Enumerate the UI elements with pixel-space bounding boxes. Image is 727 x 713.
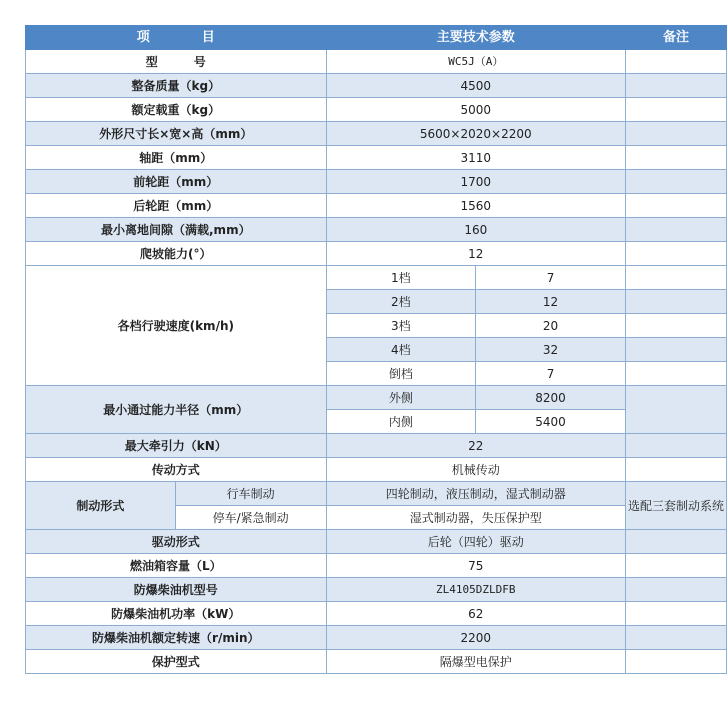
table-row [26,218,727,242]
row-value: 5000 [326,98,625,122]
table-row [26,50,727,74]
row-label: 燃油箱容量（L） [26,554,327,578]
gear-value: 7 [476,266,626,290]
row-remark [625,530,726,554]
table-row [26,554,727,578]
row-label: 制动形式 [26,482,176,530]
radius-side: 外侧 [326,386,476,410]
row-label: 各档行驶速度(km/h) [26,266,327,386]
row-label: 传动方式 [26,458,327,482]
row-remark [625,74,726,98]
table-row [26,242,727,266]
table-row [26,386,727,410]
row-label: 防爆柴油机额定转速（r/min） [26,626,327,650]
brake-sub-label: 停车/紧急制动 [175,506,326,530]
table-row [26,194,727,218]
spec-table [25,25,727,674]
row-label: 防爆柴油机型号 [26,578,327,602]
row-label: 额定载重（kg） [26,98,327,122]
table-row [26,74,727,98]
gear-label: 2档 [326,290,476,314]
row-label: 轴距（mm） [26,146,327,170]
row-value: 62 [326,602,625,626]
row-remark [625,266,726,290]
row-label: 整备质量（kg） [26,74,327,98]
gear-label: 3档 [326,314,476,338]
gear-value: 7 [476,362,626,386]
table-row [26,530,727,554]
table-row [26,434,727,458]
gear-label: 倒档 [326,362,476,386]
row-label: 驱动形式 [26,530,327,554]
row-remark [625,554,726,578]
table-row [26,458,727,482]
header-item: 项 目 [26,26,327,50]
row-label: 外形尺寸长×宽×高（mm） [26,122,327,146]
row-remark [625,50,726,74]
row-label: 最小离地间隙（满载,mm） [26,218,327,242]
row-remark [625,626,726,650]
row-remark: 选配三套制动系统 [625,482,726,530]
row-label: 防爆柴油机功率（kW） [26,602,327,626]
brake-sub-label: 行车制动 [175,482,326,506]
table-row [26,626,727,650]
row-value: 3110 [326,146,625,170]
header-remarks: 备注 [625,26,726,50]
table-row [26,146,727,170]
row-label: 型 号 [26,50,327,74]
table-row [26,650,727,674]
row-label: 保护型式 [26,650,327,674]
header-params: 主要技术参数 [326,26,625,50]
row-value: ZL4105DZLDFB [326,578,625,602]
row-label: 爬坡能力(°） [26,242,327,266]
row-remark [625,434,726,458]
spec-table-container [25,25,727,674]
row-value: WC5J（A） [326,50,625,74]
table-row [26,602,727,626]
table-row [26,122,727,146]
row-value: 隔爆型电保护 [326,650,625,674]
gear-value: 20 [476,314,626,338]
gear-value: 12 [476,290,626,314]
row-label: 最小通过能力半径（mm） [26,386,327,434]
row-value: 后轮（四轮）驱动 [326,530,625,554]
table-row [26,266,727,290]
row-remark [625,290,726,314]
radius-value: 5400 [476,410,626,434]
row-remark [625,362,726,386]
row-label: 最大牵引力（kN） [26,434,327,458]
row-value: 1700 [326,170,625,194]
row-remark [625,194,726,218]
row-remark [625,170,726,194]
row-remark [625,314,726,338]
row-remark [625,338,726,362]
gear-label: 4档 [326,338,476,362]
row-value: 22 [326,434,625,458]
table-row [26,170,727,194]
table-row [26,482,727,506]
table-row [26,98,727,122]
row-remark [625,242,726,266]
row-value: 75 [326,554,625,578]
row-value: 160 [326,218,625,242]
row-remark [625,458,726,482]
row-value: 四轮制动，液压制动，湿式制动器 [326,482,625,506]
table-header-row [26,26,727,50]
row-value: 1560 [326,194,625,218]
row-remark [625,386,726,434]
radius-side: 内侧 [326,410,476,434]
row-value: 4500 [326,74,625,98]
row-remark [625,146,726,170]
row-label: 前轮距（mm） [26,170,327,194]
row-value: 机械传动 [326,458,625,482]
table-row [26,578,727,602]
row-label: 后轮距（mm） [26,194,327,218]
row-remark [625,602,726,626]
row-remark [625,650,726,674]
row-value: 12 [326,242,625,266]
row-value: 湿式制动器，失压保护型 [326,506,625,530]
row-value: 2200 [326,626,625,650]
row-remark [625,122,726,146]
gear-value: 32 [476,338,626,362]
gear-label: 1档 [326,266,476,290]
row-remark [625,218,726,242]
row-remark [625,578,726,602]
row-remark [625,98,726,122]
row-value: 5600×2020×2200 [326,122,625,146]
radius-value: 8200 [476,386,626,410]
